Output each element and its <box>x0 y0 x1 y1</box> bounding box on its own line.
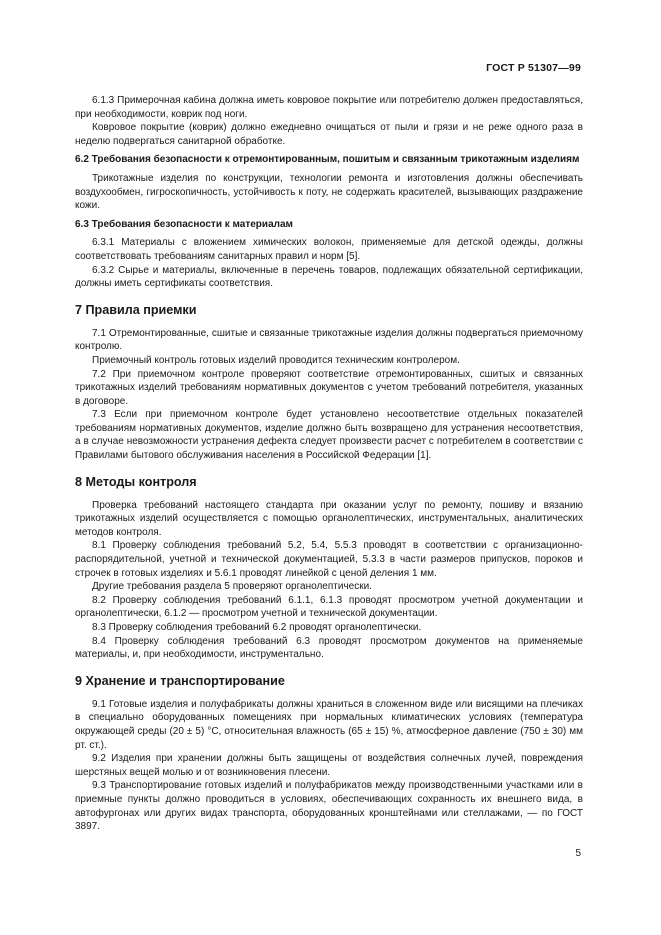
section-heading-9: 9 Хранение и транспортирование <box>75 673 285 688</box>
paragraph-9-2: 9.2 Изделия при хранении должны быть защищены от воздействия солнечных лучей, повреждения шерстяных вещей молью и от возникновения плесени. <box>75 753 583 778</box>
paragraph-7-2: 7.2 При приемочном контроле проверяют соответствие отремонтированных, сшитых и связанных трикотажных изделий требованиям нормативных документов с учетом требований потребителя, указанных в договоре. <box>75 368 583 407</box>
paragraph-9-3: 9.3 Транспортирование готовых изделий и полуфабрикатов между производственными участками или в приемные пункты должно проводиться в условиях, обеспечивающих сохранность их внешнего вида, в автофургонах или других видах транспорта, оборудованных кронштейнами или стеллажами, — по ГОСТ 3897. <box>75 780 583 833</box>
paragraph-7-3: 7.3 Если при приемочном контроле будет установлено несоответствие отдельных показателей требованиям нормативных документов, изделие должно быть возвращено для устранения несоответствия, а в случае невозможности устранения дефекта следует произвести расчет с потребителем в соответствии с Правилами бытового обслуживания населения в Российской Федерации [1]. <box>75 409 583 462</box>
paragraph-6-1-3-carpet: Ковровое покрытие (коврик) должно ежедневно очищаться от пыли и грязи и не реже одного раза в неделю подвергаться санитарной обработке. <box>75 122 583 147</box>
paragraph-6-3-1: 6.3.1 Материалы с вложением химических волокон, применяемые для детской одежды, должны соответствовать требованиям санитарных правил и норм [5]. <box>75 237 583 262</box>
paragraph-8-2: 8.2 Проверку соблюдения требований 6.1.1, 6.1.3 проводят просмотром учетной документации и органолептически, 6.1.2 — просмотром учетной и технической документации. <box>75 594 583 620</box>
paragraph-7-1: 7.1 Отремонтированные, сшитые и связанные трикотажные изделия должны подвергаться приемочному контролю. <box>75 327 583 353</box>
standard-designation: ГОСТ Р 51307—99 <box>486 62 581 74</box>
subsection-heading-6-2: 6.2 Требования безопасности к отремонтированным, пошитым и связанным трикотажным изделиям <box>75 154 580 166</box>
paragraph-8-3: 8.3 Проверку соблюдения требований 6.2 проводят органолептически. <box>92 622 422 633</box>
paragraph-8-1-other: Другие требования раздела 5 проверяют органолептически. <box>92 581 372 593</box>
paragraph-8-4: 8.4 Проверку соблюдения требований 6.3 проводят просмотром документов на применяемые материалы, и, при необходимости, инструментально. <box>75 635 583 661</box>
page-content <box>75 94 583 834</box>
subsection-heading-6-3: 6.3 Требования безопасности к материалам <box>75 218 293 230</box>
section-heading-7: 7 Правила приемки <box>75 302 197 317</box>
paragraph-8-1: 8.1 Проверку соблюдения требований 5.2, 5.4, 5.5.3 проводят в соответствии с организационно-распорядительной, учетной и технической документацией, 5.3.3 в части размеров припусков, пороков и строчек в готовых изделиях и 5.6.1 проводят линейкой с ценой деления 1 мм. <box>75 540 583 579</box>
paragraph-9-1: 9.1 Готовые изделия и полуфабрикаты должны храниться в сложенном виде или висящими на плечиках в специально оборудованных помещениях при нормальных климатических условиях (температура окружающей среды (20 ± 5) °С, относительная влажность (65 ± 15) %, атмосферное давление (750 ± 30) мм рт. ст.). <box>75 698 583 751</box>
section-heading-8: 8 Методы контроля <box>75 474 197 489</box>
paragraph-6-2: Трикотажные изделия по конструкции, технологии ремонта и изготовления должны обеспечивать воздухообмен, гигроскопичность, устойчивость к поту, не содержать красителей, вызывающих раздражение кожи. <box>75 172 583 212</box>
paragraph-7-1-controller: Приемочный контроль готовых изделий проводится техническим контролером. <box>92 354 460 366</box>
paragraph-8-intro: Проверка требований настоящего стандарта при оказании услуг по ремонту, пошиву и вязанию трикотажных изделий осуществляется с помощью органолептических, инструментальных, аналитических методов контроля. <box>75 499 583 538</box>
page-number: 5 <box>575 848 581 859</box>
paragraph-6-1-3: 6.1.3 Примерочная кабина должна иметь ковровое покрытие или потребителю должен предоставляться, при необходимости, коврик под ноги. <box>75 95 583 120</box>
paragraph-6-3-2: 6.3.2 Сырье и материалы, включенные в перечень товаров, подлежащих обязательной сертификации, должны иметь сертификаты соответствия. <box>75 264 583 290</box>
